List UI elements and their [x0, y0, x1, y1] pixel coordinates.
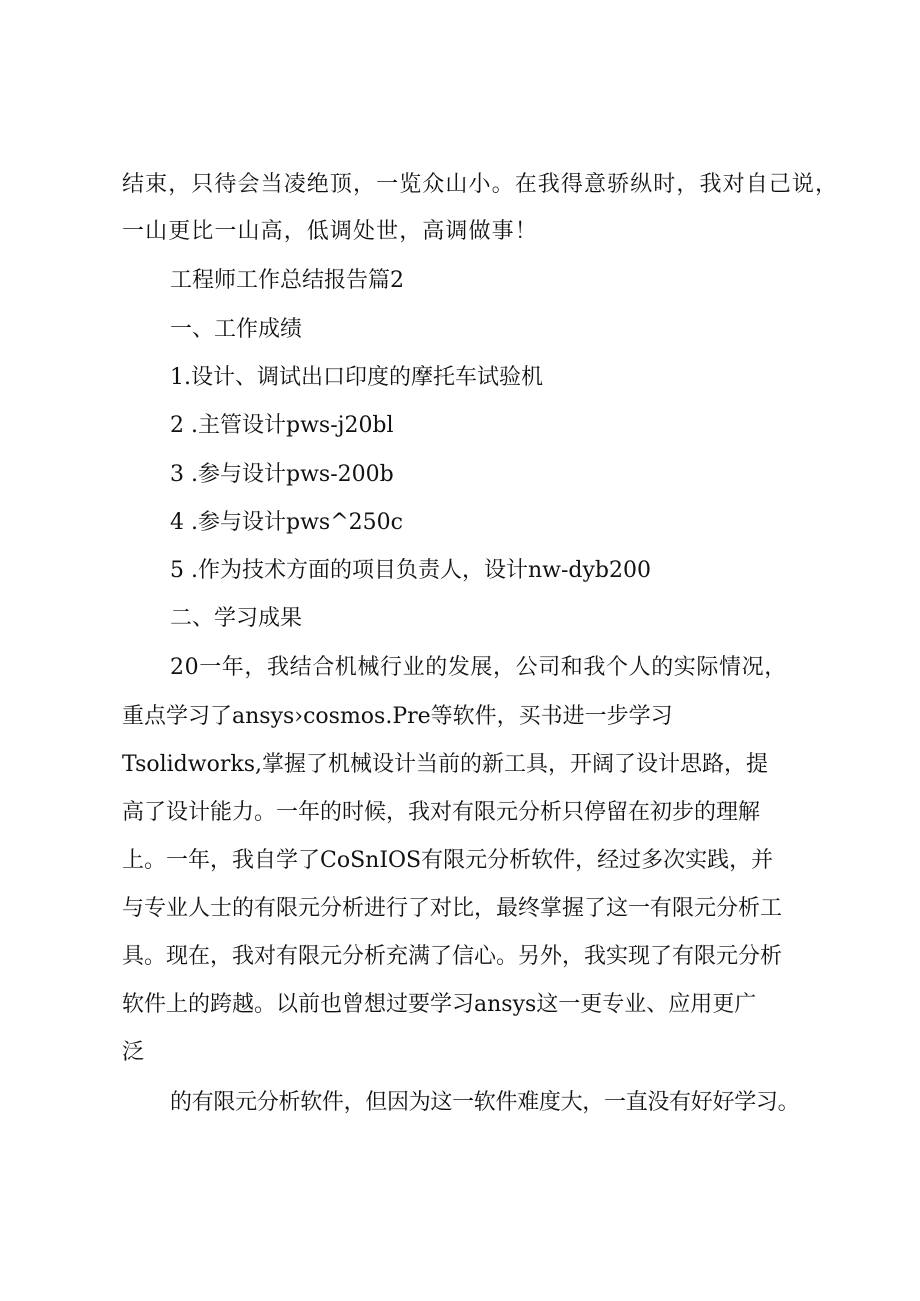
list-item: 5 .作为技术方面的项目负责人，设计nw-dyb200 — [170, 558, 652, 583]
paragraph-line: 重点学习了ansys›cosmos.Pre等软件，买书进一步学习 — [122, 704, 673, 729]
list-item: 4 .参与设计pws^250c — [170, 510, 403, 535]
list-item: 2 .主管设计pws-j20bl — [170, 413, 394, 438]
paragraph-line: 的有限元分析软件，但因为这一软件难度大，一直没有好好学习。 — [170, 1090, 800, 1115]
paragraph-line: 高了设计能力。一年的时候，我对有限元分析只停留在初步的理解 — [122, 800, 761, 825]
paragraph-line: 与专业人士的有限元分析进行了对比，最终掌握了这一有限元分析工 — [122, 896, 783, 921]
paragraph-line: Tsolidworks,掌握了机械设计当前的新工具，开阔了设计思路，提 — [122, 752, 768, 777]
paragraph-line: 一山更比一山高，低调处世，高调做事！ — [122, 219, 538, 244]
section-heading: 工程师工作总结报告篇2 — [170, 268, 404, 293]
paragraph-line: 结束，只待会当凌绝顶，一览众山小。在我得意骄纵时，我对自己说， — [122, 172, 839, 197]
paragraph-line: 泛 — [122, 1040, 145, 1065]
paragraph-line: 20一年，我结合机械行业的发展，公司和我个人的实际情况， — [170, 655, 787, 680]
paragraph-line: 软件上的跨越。以前也曾想过要学习ansys这一更专业、应用更广 — [122, 992, 757, 1017]
list-item: 3 .参与设计pws-200b — [170, 462, 394, 487]
subsection-heading: 二、学习成果 — [170, 606, 303, 631]
paragraph-line: 上。一年，我自学了CoSnIOS有限元分析软件，经过多次实践，并 — [122, 848, 774, 873]
subsection-heading: 一、工作成绩 — [170, 317, 303, 342]
paragraph-line: 具。现在，我对有限元分析充满了信心。另外，我实现了有限元分析 — [122, 944, 783, 969]
list-item: 1.设计、调试出口印度的摩托车试验机 — [170, 365, 543, 390]
